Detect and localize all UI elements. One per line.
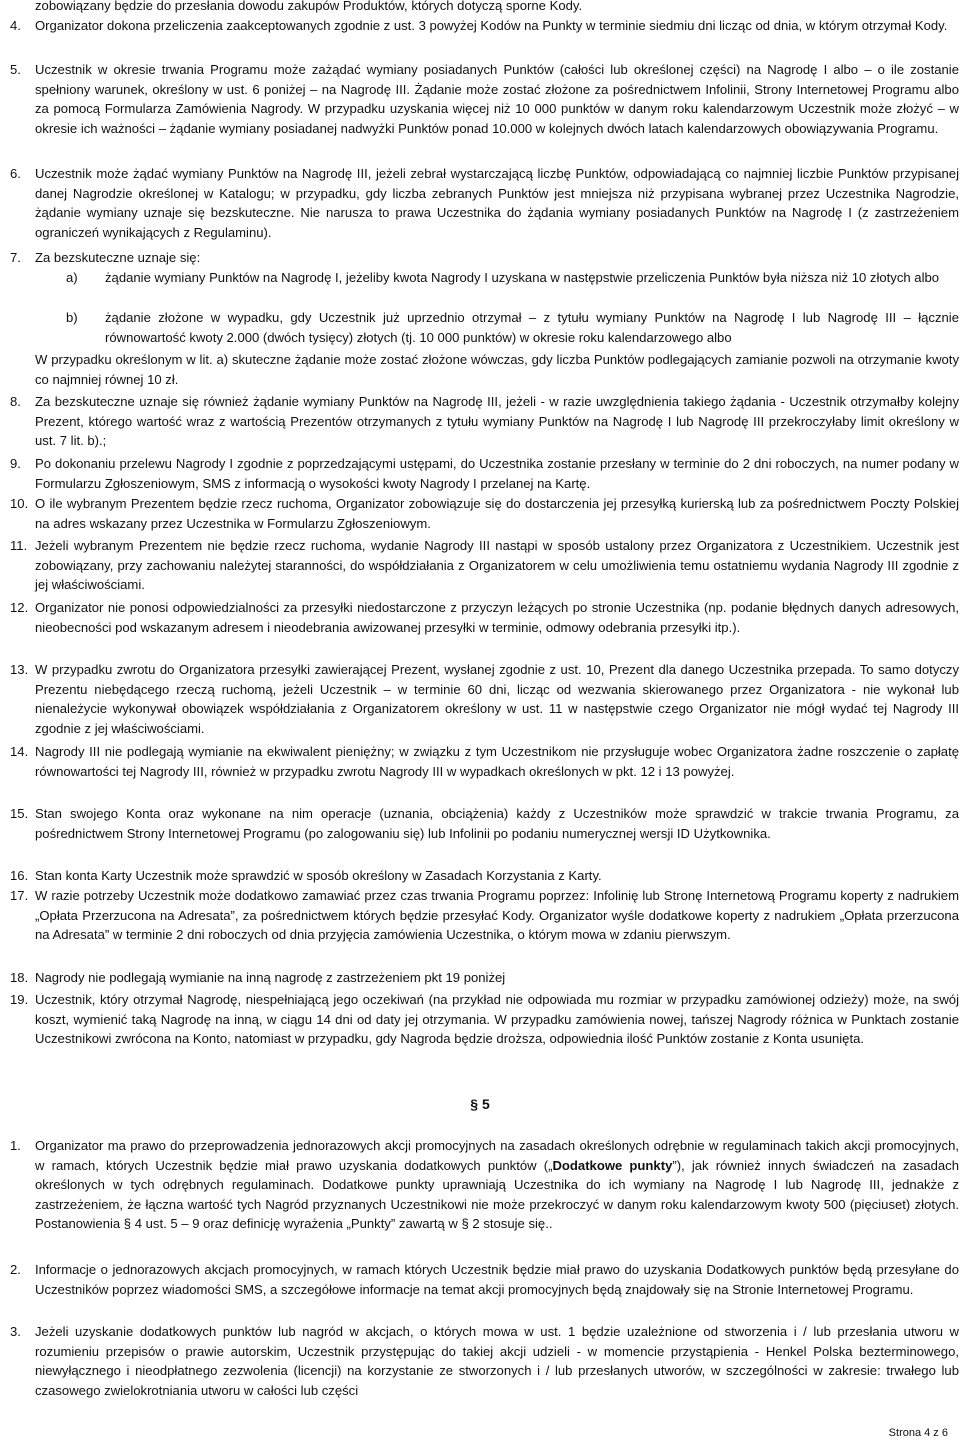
item-text: Stan konta Karty Uczestnik może sprawdzić w sposób określony w Zasadach Korzystania z Karty. <box>35 868 602 883</box>
item-number: 16. <box>10 868 29 883</box>
item-text <box>35 1260 959 1299</box>
item-number: 6. <box>10 166 21 181</box>
item-number: 15. <box>10 806 29 821</box>
item-text-part: Informacje o jednorazowych akcjach promocyjnych, w ramach których Uczestnik będzie miał prawo do uzyskania Dodatkowych punktów będą przesyłane do Uczestników poprzez wiadomości SMS, a szczegółowe informacje na temat akcji promocyjnych będą znajdowały się na Stronie Internetowej Programu. <box>35 1262 959 1297</box>
item-number: 14. <box>10 744 29 759</box>
item-text <box>35 1322 959 1400</box>
sub-item-label: a) <box>66 270 78 285</box>
item-number: 9. <box>10 456 21 471</box>
item-text: Uczestnik może żądać wymiany Punktów na Nagrodę III, jeżeli zebrał wystarczającą liczbę Punktów, odpowiadającą co najmniej liczbie Punktów przypisanej danej Nagrodzie określonej w Katalogu; w przypadku, gdy liczba zebranych Punktów jest mniejsza niż przypisana wybranej przez Uczestnika Nagrodzie, żądanie wymiany uznaje się bezskuteczne. Nie narusza to prawa Uczestnika do żądania wymiany posiadanych Punktów na Nagrodę I (z zastrzeżeniem ograniczeń wynikających z Regulaminu). <box>35 166 959 240</box>
item-text: W razie potrzeby Uczestnik może dodatkowo zamawiać przez czas trwania Programu poprzez: Infolinię lub Stronę Internetową Programu koperty z nadrukiem „Opłata Przerzucona na Adresata”, za pośrednictwem których będzie przesyłać Kody. Organizator wyśle dodatkowe koperty z nadrukiem „Opłata przerzucona na Adresata” w terminie 2 dni roboczych od dnia przyjęcia zamówienia Uczestnika, o którym mowa w zdaniu pierwszym. <box>35 888 959 943</box>
item-text: Stan swojego Konta oraz wykonane na nim operacje (uznania, obciążenia) każdy z Uczestników może sprawdzić w trakcie trwania Programu, za pośrednictwem Strony Internetowej Programu (po zalogowaniu się) lub Infolinii po podaniu numerycznej wersji ID Użytkownika. <box>35 806 959 841</box>
item-number: 12. <box>10 600 29 615</box>
item-number: 11. <box>10 538 28 553</box>
item-number: 7. <box>10 250 21 265</box>
item-text-part: Organizator ma prawo do przeprowadzenia jednorazowych akcji promocyjnych na zasadach określonych odrębnie w regulaminach takich akcji promocyjnych, w ramach, których Uczestnik będzie miał prawo uzyskania dodatkowych punktów („ <box>35 1138 959 1173</box>
item-text: Za bezskuteczne uznaje się również żądanie wymiany Punktów na Nagrodę III, jeżeli - w razie uwzględnienia takiego żądania - Uczestnik otrzymałby kolejny Prezent, którego wartość wraz z wartością Prezentów otrzymanych z tytułu wymiany Punktów na Nagrodę I lub Nagrodę III przekroczyłaby limit określony w ust. 7 lit. b).; <box>35 394 959 449</box>
item-number: 19. <box>10 992 29 1007</box>
item-number: 10. <box>10 496 29 511</box>
item-number: 5. <box>10 62 21 77</box>
item-text: Uczestnik, który otrzymał Nagrodę, niespełniającą jego oczekiwań (na przykład nie odpowiada mu rozmiar w przypadku zamówionej odzieży) może, na swój koszt, wymienić taką Nagrodę na inną, w ciągu 14 dni od daty jej otrzymania. W przypadku zamówienia nowej, tańszej Nagrody różnica w Punktach zostanie Uczestnikowi zwrócona na Konto, natomiast w przypadku, gdy Nagroda będzie droższa, odpowiednia ilość Punktów zostanie z Konta usunięta. <box>35 992 959 1047</box>
item-text-part: Jeżeli uzyskanie dodatkowych punktów lub nagród w akcjach, o których mowa w ust. 1 będzie uzależnione od stworzenia i / lub przesłania utworu w rozumieniu przepisów o prawie autorskim, Uczestnik przystępując do takiej akcji udzieli - w momencie przystąpienia - Henkel Polska bezterminowego, niewyłącznego i nieodpłatnego zezwolenia (licencji) na korzystanie ze stworzonych i / lub przesłanych utworów, w szczególności w zakresie: trwałego lub czasowego zwielokrotniania utworu w całości lub części <box>35 1324 959 1398</box>
item-number: 18. <box>10 970 29 985</box>
item-number: 13. <box>10 662 29 677</box>
continued-text: zobowiązany będzie do przesłania dowodu zakupów Produktów, których dotyczą sporne Kody. <box>35 0 583 13</box>
page-number: Strona 4 z 6 <box>888 1427 948 1439</box>
section-heading: § 5 <box>470 1096 490 1112</box>
item-text: Po dokonaniu przelewu Nagrody I zgodnie z poprzedzającymi ustępami, do Uczestnika zostanie przesłany w terminie do 2 dni roboczych, na numer podany w Formularzu Zgłoszeniowym, SMS z informacją o wysokości kwoty Nagrody I przelanej na Kartę. <box>35 456 959 491</box>
item-text: O ile wybranym Prezentem będzie rzecz ruchoma, Organizator zobowiązuje się do dostarczenia jej przesyłką kurierską lub za pośrednictwem Poczty Polskiej na adres wskazany przez Uczestnika w Formularzu Zgłoszeniowym. <box>35 496 959 531</box>
item-text: Jeżeli wybranym Prezentem nie będzie rzecz ruchoma, wydanie Nagrody III nastąpi w sposób ustalony przez Organizatora z Uczestnikiem. Uczestnik jest zobowiązany, przy zachowaniu należytej staranności, do współdziałania z Organizatorem w celu umożliwienia temu ostatniemu wydania Nagrody III zgodnie z jej właściwościami. <box>35 538 959 593</box>
item-text: W przypadku zwrotu do Organizatora przesyłki zawierającej Prezent, wysłanej zgodnie z ust. 10, Prezent dla danego Uczestnika przepada. To samo dotyczy Prezentu niebędącego rzeczą ruchomą, jeżeli Uczestnik – w terminie 60 dni, licząc od wezwania skierowanego przez Organizatora - nie wykonał lub nienależycie wykonywał obowiązek współdziałania z Organizatorem określony w ust. 11 w następstwie czego Organizator nie mógł wydać tej Nagrody III zgodnie z jej właściwościami. <box>35 662 959 736</box>
sub-item-text: żądanie wymiany Punktów na Nagrodę I, jeżeliby kwota Nagrody I uzyskana w następstwie przeliczenia Punktów była niższa niż 10 złotych albo <box>105 270 940 285</box>
item-number: 1. <box>10 1138 21 1153</box>
item-number: 17. <box>10 888 29 903</box>
item-text-part: ”), jak również innych świadczeń na zasadach określonych w tych odrębnych regulaminach. Dodatkowe punkty uprawniają Uczestnika do ich wymiany na Nagrodę I lub Nagrodę III, jednakże z zastrzeżeniem, że łączna wartość tych Nagród przyznanych Uczestnikowi nie może przekroczyć w danym roku kalendarzowym kwoty 500 (pięciuset) złotych. Postanowienia § 4 ust. 5 – 9 oraz definicję wyrażenia „Punkty” zawartą w § 2 stosuje się.. <box>35 1157 959 1232</box>
sub-item-text: żądanie złożone w wypadku, gdy Uczestnik już uprzednio otrzymał – z tytułu wymiany Punktów na Nagrodę I lub Nagrodę III – łącznie równowartość kwoty 2.000 (dwóch tysięcy) złotych (tj. 10 000 punktów) w okresie roku kalendarzowego albo <box>105 310 959 345</box>
item-number: 2. <box>10 1262 21 1277</box>
item-number: 4. <box>10 18 21 33</box>
sub-note: W przypadku określonym w lit. a) skuteczne żądanie może zostać złożone wówczas, gdy liczba Punktów podlegających zamianie pozwoli na otrzymanie kwoty co najmniej równej 10 zł. <box>35 352 959 387</box>
item-text: Organizator dokona przeliczenia zaakceptowanych zgodnie z ust. 3 powyżej Kodów na Punkty w terminie siedmiu dni licząc od dnia, w którym otrzymał Kody. <box>35 18 948 33</box>
item-text: Za bezskuteczne uznaje się: <box>35 250 201 265</box>
item-text: Organizator nie ponosi odpowiedzialności za przesyłki niedostarczone z przyczyn leżących po stronie Uczestnika (np. podanie błędnych danych adresowych, nieobecności pod wskazanym adresem i nieodebrania awizowanej przesyłki w terminie, odmowy odebrania przesyłki itp.). <box>35 600 959 635</box>
item-text: Nagrody III nie podlegają wymianie na ekwiwalent pieniężny; w związku z tym Uczestnikom nie przysługuje wobec Organizatora żadne roszczenie o zapłatę równowartości tej Nagrody III, również w przypadku zwrotu Nagrody III w wypadkach określonych w pkt. 12 i 13 powyżej. <box>35 744 959 779</box>
item-text <box>35 1136 959 1234</box>
defined-term: Dodatkowe punkty <box>552 1157 673 1173</box>
item-text: Nagrody nie podlegają wymianie na inną nagrodę z zastrzeżeniem pkt 19 poniżej <box>35 970 506 985</box>
item-number: 8. <box>10 394 21 409</box>
item-text: Uczestnik w okresie trwania Programu może zażądać wymiany posiadanych Punktów (całości lub określonej części) na Nagrodę I albo – o ile zostanie spełniony warunek, określony w ust. 6 poniżej – na Nagrodę III. Żądanie może zostać złożone za pośrednictwem Infolinii, Strony Internetowej Programu albo za pomocą Formularza Zamówienia Nagrody. W przypadku uzyskania więcej niż 10 000 punktów w danym roku kalendarzowym Uczestnik może złożyć – w okresie ich ważności – żądanie wymiany posiadanej nadwyżki Punktów ponad 10.000 w kolejnych dwóch latach kalendarzowych obowiązywania Programu. <box>35 62 959 136</box>
item-number: 3. <box>10 1324 21 1339</box>
sub-item-label: b) <box>66 310 78 325</box>
